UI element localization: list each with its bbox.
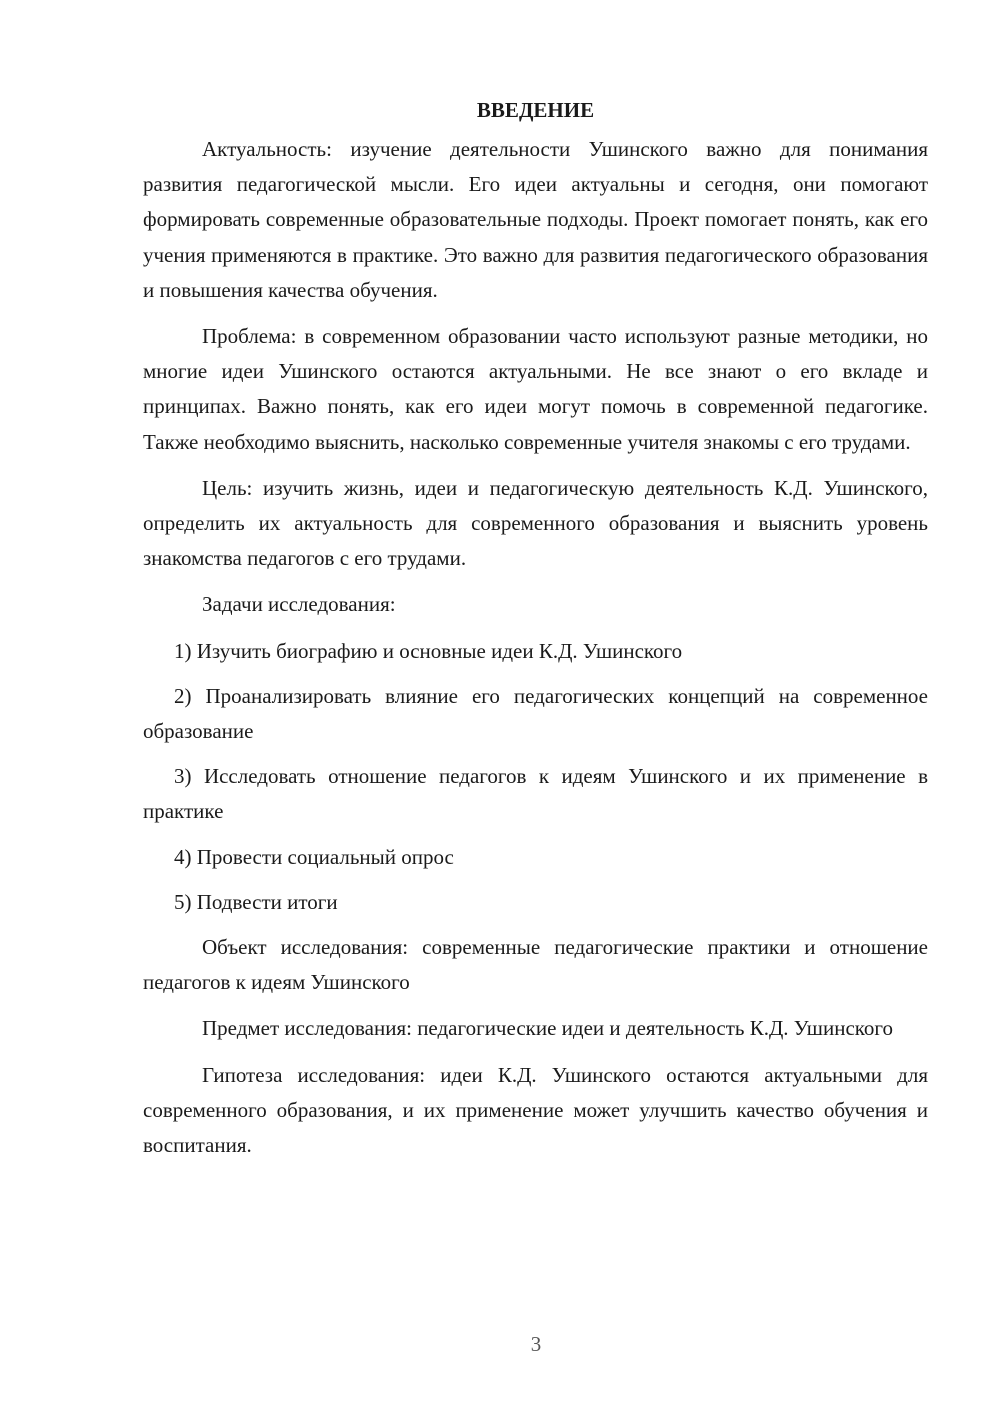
- goal-paragraph: Цель: изучить жизнь, идеи и педагогическую деятельность К.Д. Ушинского, определить их актуальность для современного образования и выяснить уровень знакомства педагогов с его трудами.: [143, 475, 928, 571]
- page-title: ВВЕДЕНИЕ: [476, 98, 595, 122]
- task-item-4: 4) Провести социальный опрос: [174, 844, 454, 869]
- tasks-title: Задачи исследования:: [202, 592, 396, 617]
- subject-paragraph: Предмет исследования: педагогические идеи и деятельность К.Д. Ушинского: [202, 1016, 893, 1041]
- task-item-2: 2) Проанализировать влияние его педагогических концепций на современное образование: [143, 683, 928, 744]
- relevance-paragraph: Актуальность: изучение деятельности Ушинского важно для понимания развития педагогической мысли. Его идеи актуальны и сегодня, они помогают формировать современные образовательные подходы. Проект помогает понять, как его учения применяются в практике. Это важно для развития педагогического образования и повышения качества обучения.: [143, 137, 928, 302]
- hypothesis-paragraph: Гипотеза исследования: идеи К.Д. Ушинского остаются актуальными для современного образования, и их применение может улучшить качество обучения и воспитания.: [143, 1062, 928, 1158]
- object-paragraph: Объект исследования: современные педагогические практики и отношение педагогов к идеям Ушинского: [143, 935, 928, 995]
- task-item-3: 3) Исследовать отношение педагогов к идеям Ушинского и их применение в практике: [143, 764, 928, 824]
- problem-paragraph: Проблема: в современном образовании часто используют разные методики, но многие идеи Ушинского остаются актуальными. Не все знают о его вкладе и принципах. Важно понять, как его идеи могут помочь в современной педагогике. Также необходимо выяснить, насколько современные учителя знакомы с его трудами.: [143, 324, 928, 454]
- task-item-1: 1) Изучить биографию и основные идеи К.Д. Ушинского: [174, 638, 683, 663]
- task-item-5: 5) Подвести итоги: [174, 889, 338, 914]
- document-page: [143, 92, 928, 1174]
- page-number: 3: [530, 1332, 542, 1356]
